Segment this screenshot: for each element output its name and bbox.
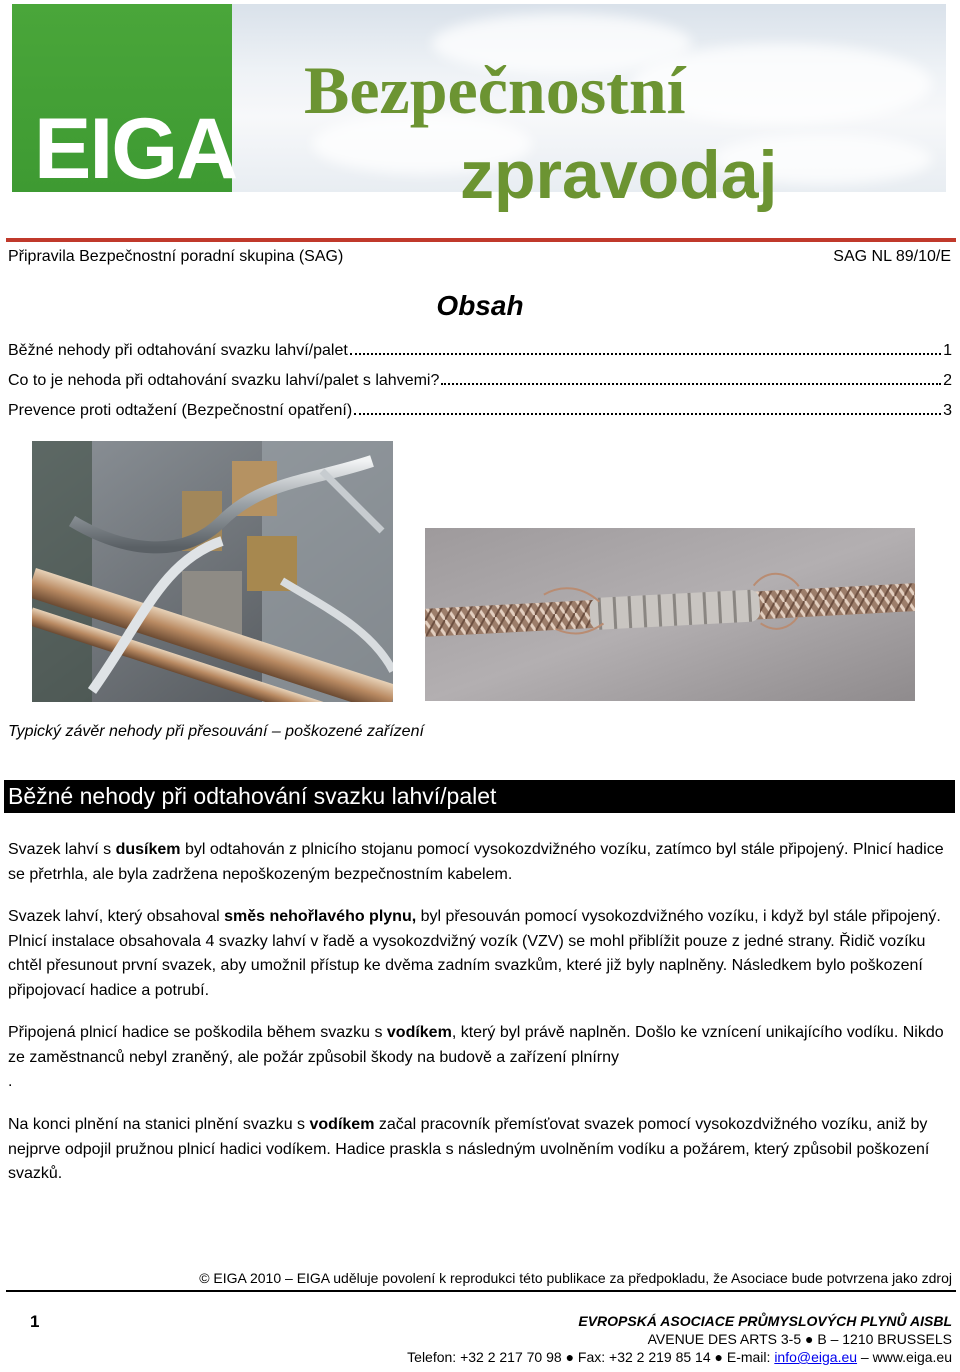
toc-entry[interactable] [8,399,952,423]
figure-caption: Typický závěr nehody při přesouvání – poškozené zařízení [8,723,424,740]
document-code: SAG NL 89/10/E [833,248,951,265]
damaged-equipment-photo [32,441,393,702]
toc-leader-dots [350,353,941,355]
section-title: Běžné nehody při odtahování svazku lahví/palet [8,783,497,809]
organization-contact [360,1348,952,1366]
body-paragraph [8,905,948,1003]
contact-text: Telefon: +32 2 217 70 98 ● Fax: +32 2 219 85 14 ● E-mail: [407,1349,775,1365]
text-run: Na konci plnění na stanici plnění svazku s [8,1116,310,1133]
copyright-notice: © EIGA 2010 – EIGA uděluje povolení k reprodukci této publikace za předpokladu, že Asociace bude potvrzena jako zdroj [199,1270,952,1286]
footer-divider [6,1290,956,1292]
text-run: Svazek lahví s [8,841,116,858]
logo-text: EIGA [34,101,237,197]
newsletter-title-line1: Bezpečnostní [304,52,686,128]
toc-entry-label: Běžné nehody při odtahování svazku lahví/palet [8,342,348,359]
newsletter-title-line2: zpravodaj [460,137,778,213]
emphasis-text: dusíkem [115,841,181,858]
frayed-hose-photo [425,528,915,701]
emphasis-text: vodíkem [309,1116,375,1133]
emphasis-text: vodíkem [386,1024,452,1041]
body-paragraph [8,1113,948,1187]
website-link[interactable]: www.eiga.eu [872,1349,952,1365]
email-link[interactable]: info@eiga.eu [774,1349,858,1365]
text-run: Připojená plnicí hadice se poškodila během svazku s [8,1024,387,1041]
text-run: , který byl právě naplněn. Došlo ke vznícení unikajícího vodíku. Nikdo ze zaměstnanců nebyl zraněný, ale požár způsobil škody na budově a zařízení plnírny [8,1024,944,1066]
contact-separator: – [857,1349,873,1365]
text-run: Svazek lahví, který obsahoval [8,908,225,925]
header-divider [6,238,956,242]
prepared-by: Připravila Bezpečnostní poradní skupina (SAG) [8,248,344,265]
toc-entry[interactable] [8,369,952,393]
toc-entry-label: Co to je nehoda při odtahování svazku lahví/palet s lahvemi? [8,372,440,389]
organization-name: EVROPSKÁ ASOCIACE PRŮMYSLOVÝCH PLYNŮ AISBL [578,1313,952,1329]
toc-entry-label: Prevence proti odtažení (Bezpečnostní opatření) [8,402,353,419]
emphasis-text: směs nehořlavého plynu, [224,908,417,925]
toc-heading: Obsah [436,290,524,321]
body-paragraph [8,838,948,887]
toc-entry[interactable] [8,339,952,363]
text-run: byl odtahován z plnicího stojanu pomocí vysokozdvižného vozíku, zatímco byl stále připojený. Plnicí hadice se přetrhla, ale byla zadržena nepoškozeným bezpečnostním kabelem. [8,841,944,883]
page-number: 1 [30,1312,40,1331]
toc-entry-page: 1 [943,342,952,359]
text-run: . [8,1073,13,1090]
toc-entry-page: 3 [943,402,952,419]
toc-leader-dots [354,413,941,415]
toc-leader-dots [441,383,941,385]
organization-address: AVENUE DES ARTS 3-5 ● B – 1210 BRUSSELS [647,1331,952,1347]
toc-entry-page: 2 [943,372,952,389]
body-paragraph [8,1021,948,1095]
text-run: začal pracovník přemísťovat svazek pomocí vysokozdvižného vozíku, aniž by nejprve odpojil pružnou plnicí hadici vodíkem. Hadice praskla s následným uvolněním vodíku a požárem, který způsobil poškození svazků. [8,1116,930,1182]
text-run: byl přesouván pomocí vysokozdvižného vozíku, i když byl stále připojený. Plnicí instalace obsahovala 4 svazky lahví v řadě a vysokozdvižný vozík (VZV) se mohl přiblížit pouze z jedné strany. Řidič vozíku chtěl přesunout první svazek, aby umožnil přístup ke dvěma zadním svazkům, které již byly naplněny. Následkem bylo poškození připojovací hadice a potrubí. [8,908,941,999]
